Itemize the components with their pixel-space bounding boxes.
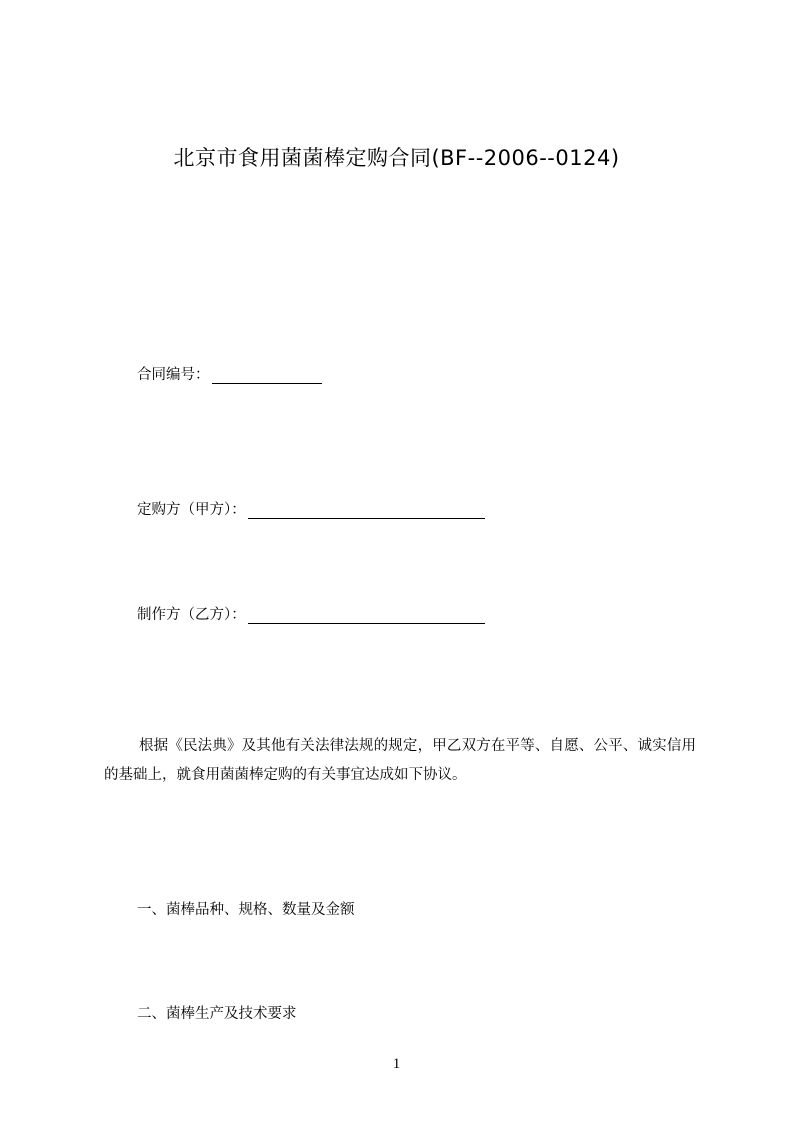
contract-number-blank xyxy=(212,369,322,384)
party-a-blank xyxy=(248,504,485,519)
contract-number-field xyxy=(137,363,322,384)
section-heading-1: 一、菌棒品种、规格、数量及金额 xyxy=(137,902,355,918)
party-b-label: 制作方（乙方）： xyxy=(137,607,246,623)
party-b-blank xyxy=(248,609,485,624)
contract-number-label: 合同编号： xyxy=(137,367,210,383)
party-a-label: 定购方（甲方）： xyxy=(137,502,246,518)
page-number: 1 xyxy=(392,1056,401,1072)
preamble-paragraph: 根据《民法典》及其他有关法律法规的规定，甲乙双方在平等、自愿、公平、诚实信用的基础上，就食用菌菌棒定购的有关事宜达成如下协议。 xyxy=(104,738,696,783)
party-b-field xyxy=(137,603,485,624)
section-heading-2: 二、菌棒生产及技术要求 xyxy=(137,1006,297,1022)
page-title: 北京市食用菌菌棒定购合同(BF--2006--0124) xyxy=(173,146,620,170)
party-a-field xyxy=(137,498,485,519)
